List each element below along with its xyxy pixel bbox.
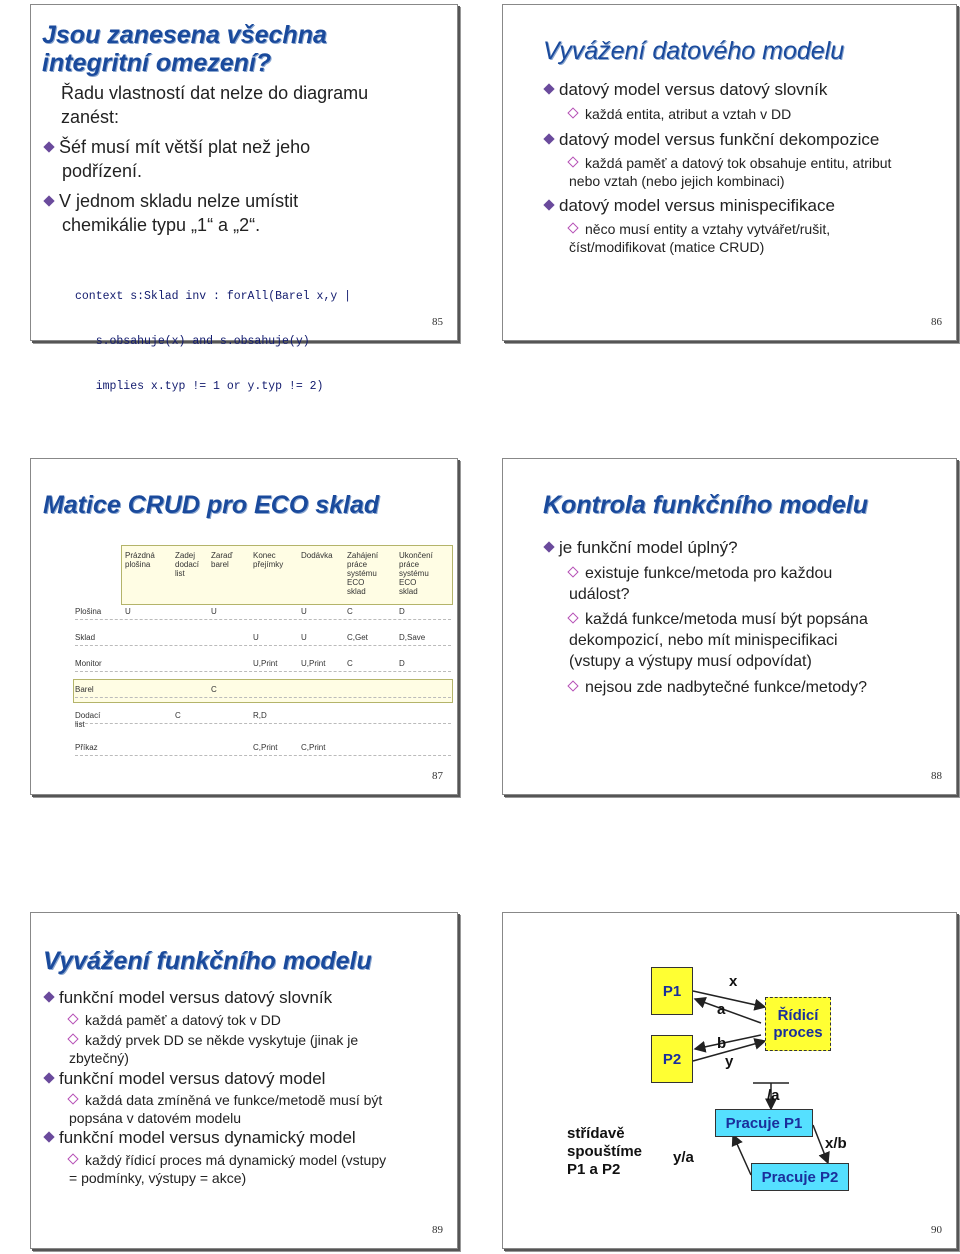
crud-row-name: Dodací list [75, 711, 101, 729]
label-y: y [725, 1053, 734, 1070]
crud-cell: U [125, 607, 131, 616]
hollow-diamond-icon [67, 1013, 78, 1024]
crud-row-divider [75, 697, 451, 698]
arrow-x [693, 991, 765, 1007]
slide-87 [30, 458, 458, 795]
crud-row-divider [75, 671, 451, 672]
slide-87-title: Matice CRUD pro ECO sklad [43, 491, 380, 519]
crud-cell: D,Save [399, 633, 426, 642]
slide-86-title: Vyvážení datového modelu [543, 37, 845, 65]
control-diagram-arrows [503, 913, 958, 1250]
bullet-completeness: je funkční model úplný? [545, 537, 738, 558]
process-p2: P2 [651, 1035, 693, 1083]
slide-88 [502, 458, 957, 795]
label-a: a [717, 1001, 726, 1018]
page-number: 87 [432, 770, 443, 782]
bullet-minispec: datový model versus minispecifikace [545, 195, 835, 216]
slide-89-title: Vyvážení funkčního modelu [43, 947, 372, 975]
crud-row-name: Plošina [75, 607, 102, 616]
crud-cell: U [301, 607, 307, 616]
bullet-dd: datový model versus datový slovník [545, 79, 827, 100]
arrow-ya [733, 1135, 751, 1175]
crud-row-divider [75, 755, 451, 756]
state-works-p1: Pracuje P1 [715, 1109, 813, 1137]
crud-cell: C,Get [347, 633, 368, 642]
hollow-diamond-icon [567, 222, 578, 233]
crud-cell: C,Print [253, 743, 278, 752]
sub-bullet-event: existuje funkce/metoda pro každou událost? [569, 565, 833, 603]
hollow-diamond-icon [567, 107, 578, 118]
bullet-dynamic-model: funkční model versus dynamický model [45, 1127, 356, 1148]
bullet-chemicals: V jednom skladu nelze umístit chemikálie typu „1“ a „2“. [45, 189, 298, 237]
label-ya: y/a [673, 1149, 694, 1166]
diamond-bullet-icon [43, 991, 54, 1002]
sub-bullet-data: každá data zmíněná ve funkce/metodě musí být popsána v datovém modelu [69, 1092, 383, 1126]
hollow-diamond-icon [67, 1153, 78, 1164]
bullet-dd: funkční model versus datový slovník [45, 987, 332, 1008]
control-process: Řídicí proces [765, 997, 831, 1051]
intro-text: Řadu vlastností dat nelze do diagramu zanést: [61, 83, 369, 127]
crud-cell: U [253, 633, 259, 642]
page-number: 85 [432, 316, 443, 328]
diamond-bullet-icon [543, 199, 554, 210]
crud-column-header: Prázdná plošina [125, 551, 155, 569]
page-number: 90 [931, 1224, 942, 1236]
hollow-diamond-icon [567, 566, 578, 577]
slide-88-title: Kontrola funkčního modelu [543, 491, 868, 519]
crud-cell: D [399, 607, 405, 616]
hollow-diamond-icon [567, 680, 578, 691]
crud-cell: C [347, 607, 353, 616]
ocl-constraint-code: context s:Sklad inv : forAll(Barel x,y | s.obsahuje(x) and s.obsahuje(y) implies x.typ != 1 or y.typ != 2) [75, 290, 352, 393]
slide-85-title: Jsou zanesena všechna integritní omezení? [42, 21, 327, 77]
crud-column-header: Dodávka [301, 551, 333, 560]
label-slash-a: /a [767, 1087, 780, 1104]
slide-85 [30, 4, 458, 393]
crud-cell: U,Print [301, 659, 326, 668]
page-number: 88 [931, 770, 942, 782]
alternation-note: střídavě spouštíme P1 a P2 [567, 1125, 643, 1178]
label-b: b [717, 1035, 727, 1052]
diamond-bullet-icon [43, 1072, 54, 1083]
slide-89 [30, 912, 458, 1249]
barel-row-highlight [73, 679, 453, 703]
sub-bullet-redundant: nejsou zde nadbytečné funkce/metody? [569, 677, 867, 698]
arrow-b [695, 1035, 761, 1049]
slide-90 [502, 912, 957, 1249]
crud-column-header: Zadej dodací list [175, 551, 200, 578]
process-p1: P1 [651, 967, 693, 1015]
bullet-data-model: funkční model versus datový model [45, 1068, 325, 1089]
diamond-bullet-icon [43, 141, 54, 152]
crud-row-divider [75, 619, 451, 620]
crud-cell: U [211, 607, 217, 616]
sub-bullet-memory: každá paměť a datový tok obsahuje entitu, atribut nebo vztah (nebo jejich kombinaci) [569, 155, 892, 189]
crud-column-header: Zaraď barel [211, 551, 233, 569]
hollow-diamond-icon [567, 156, 578, 167]
crud-cell: C [211, 685, 217, 694]
sub-bullet-decomposition: každá funkce/metoda musí být popsána dekompozicí, nebo mít minispecifikaci (vstupy a výstupy musí odpovídat) [569, 611, 868, 670]
diamond-bullet-icon [543, 133, 554, 144]
sub-bullet-dd-element: každý prvek DD se někde vyskytuje (jinak je zbytečný) [69, 1032, 359, 1066]
crud-row-name: Sklad [75, 633, 96, 642]
crud-row-name: Barel [75, 685, 94, 694]
label-xb: x/b [825, 1135, 847, 1152]
hollow-diamond-icon [67, 1033, 78, 1044]
crud-row-name: Příkaz [75, 743, 98, 752]
diamond-bullet-icon [43, 1131, 54, 1142]
crud-row-divider [75, 645, 451, 646]
crud-cell: C,Print [301, 743, 326, 752]
arrow-a [695, 999, 761, 1023]
hollow-diamond-icon [567, 612, 578, 623]
crud-column-header: Zahájení práce systému ECO sklad [347, 551, 379, 596]
crud-column-header: Ukončení práce systému ECO sklad [399, 551, 433, 596]
crud-cell: C [175, 711, 181, 720]
bullet-salary: Šéf musí mít větší plat než jeho podřízení. [45, 135, 310, 183]
state-works-p2: Pracuje P2 [751, 1163, 849, 1191]
page-number: 86 [931, 316, 942, 328]
crud-row-name: Monitor [75, 659, 102, 668]
crud-cell: U,Print [253, 659, 278, 668]
hollow-diamond-icon [67, 1093, 78, 1104]
diamond-bullet-icon [543, 83, 554, 94]
sub-bullet-dd: každá entita, atribut a vztah v DD [569, 105, 791, 123]
crud-cell: U [301, 633, 307, 642]
crud-column-header: Konec přejímky [253, 551, 284, 569]
crud-cell: C [347, 659, 353, 668]
crud-cell: D [399, 659, 405, 668]
diamond-bullet-icon [43, 195, 54, 206]
sub-bullet-crud: něco musí entity a vztahy vytvářet/rušit, číst/modifikovat (matice CRUD) [569, 221, 831, 255]
diamond-bullet-icon [543, 541, 554, 552]
crud-row-divider [75, 723, 451, 724]
sub-bullet-memory: každá paměť a datový tok v DD [69, 1011, 281, 1029]
page-number: 89 [432, 1224, 443, 1236]
label-x: x [729, 973, 738, 990]
sub-bullet-control: každý řídicí proces má dynamický model (vstupy = podmínky, výstupy = akce) [69, 1152, 387, 1186]
bullet-decomposition: datový model versus funkční dekompozice [545, 129, 879, 150]
crud-cell: R,D [253, 711, 267, 720]
slide-86 [502, 4, 957, 341]
